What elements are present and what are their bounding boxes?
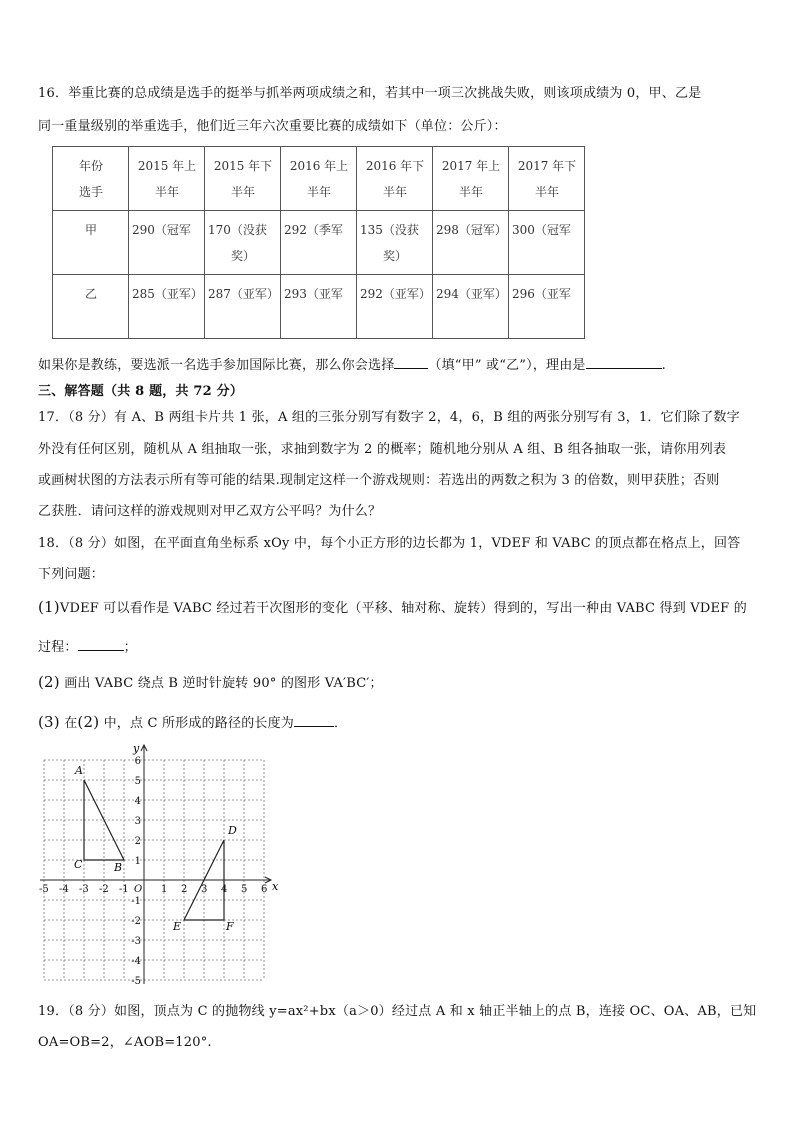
reason-blank[interactable] bbox=[586, 356, 662, 369]
origin-label: O bbox=[134, 884, 143, 895]
table-cell: 135（没获 奖） bbox=[357, 211, 433, 275]
table-cell: 290（冠军 bbox=[129, 211, 205, 275]
point-b-label: B bbox=[114, 861, 123, 874]
table-col-header: 2016 年下 半年 bbox=[357, 147, 433, 211]
q17-line4: 乙获胜．请问这样的游戏规则对甲乙双方公平吗？为什么？ bbox=[38, 504, 382, 519]
x-tick: -2 bbox=[99, 884, 109, 895]
table-corner bbox=[53, 147, 129, 211]
q16-answer-line: 如果你是教练，要选派一名选手参加国际比赛，那么你会选择 （填“甲” 或“乙”），理由是 . bbox=[38, 358, 666, 373]
y-tick: 4 bbox=[134, 796, 141, 807]
table-col-header: 2017 年上 半年 bbox=[433, 147, 509, 211]
table-cell: 298（冠军） bbox=[433, 211, 509, 275]
table-col-header: 2015 年下 半年 bbox=[205, 147, 281, 211]
y-tick: 5 bbox=[134, 776, 141, 787]
point-f-label: F bbox=[226, 920, 234, 933]
q18-part2: (2) 画出 VABC 绕点 B 逆时针旋转 90° 的图形 VA′BC′； bbox=[38, 673, 383, 691]
y-tick: -5 bbox=[131, 976, 141, 987]
table-cell: 300（冠军 bbox=[509, 211, 585, 275]
table-cell: 287（亚军） bbox=[205, 275, 281, 339]
q16-line2: 同一重量级别的举重选手，他们近三年六次重要比赛的成绩如下（单位：公斤）： bbox=[38, 119, 507, 134]
point-d-label: D bbox=[228, 824, 237, 837]
q17-line3: 或画树状图的方法表示所有等可能的结果.现制定这样一个游戏规则：若选出的两数之积为 3 的倍数，则甲获胜；否则 bbox=[38, 473, 720, 488]
x-tick: 3 bbox=[201, 884, 208, 895]
table-cell: 170（没获 奖） bbox=[205, 211, 281, 275]
y-axis-label: y bbox=[133, 742, 140, 755]
q18-part1: (1)VDEF 可以看作是 VABC 经过若干次图形的变化（平移、轴对称、旋转）得到的，写出一种由 VABC 得到 VDEF 的 bbox=[38, 598, 747, 616]
x-tick: 5 bbox=[241, 884, 248, 895]
corner-bottom: 选手 bbox=[78, 185, 103, 199]
coordinate-grid-figure bbox=[30, 740, 290, 988]
table-cell: 296（亚军 bbox=[509, 275, 585, 339]
q17-line1: 17．（8 分）有 A、B 两组卡片共 1 张，A 组的三张分别写有数字 2，4，6，B 组的两张分别写有 3，1．它们除了数字 bbox=[38, 410, 740, 425]
y-tick: -4 bbox=[131, 956, 141, 967]
x-tick: -5 bbox=[39, 884, 49, 895]
point-e-label: E bbox=[173, 920, 182, 933]
path-length-blank[interactable] bbox=[294, 714, 334, 727]
q17-line2: 外没有任何区别，随机从 A 组抽取一张，求抽到数字为 2 的概率；随机地分别从 A 组、B 组各抽取一张，请你用列表 bbox=[38, 442, 727, 457]
x-tick: -3 bbox=[79, 884, 89, 895]
table-header-row bbox=[53, 147, 585, 211]
table-row-yi bbox=[53, 275, 585, 339]
vertex-labels bbox=[74, 764, 237, 933]
point-c-label: C bbox=[74, 858, 83, 871]
x-tick: 4 bbox=[221, 884, 228, 895]
player-name: 乙 bbox=[53, 275, 129, 339]
q19-line1: 19．（8 分）如图，顶点为 C 的抛物线 y=ax²+bx（a＞0）经过点 A 和 x 轴正半轴上的点 B，连接 OC、OA、AB，已知 bbox=[38, 1004, 757, 1019]
y-tick: -1 bbox=[131, 896, 141, 907]
q16-line1: 16．举重比赛的总成绩是选手的挺举与抓举两项成绩之和，若其中一项三次挑战失败，则该项成绩为 0，甲、乙是 bbox=[38, 86, 702, 101]
answer-blank[interactable] bbox=[394, 356, 428, 369]
y-tick: -3 bbox=[131, 936, 141, 947]
table-col-header: 2015 年上 半年 bbox=[129, 147, 205, 211]
table-cell: 293（亚军 bbox=[281, 275, 357, 339]
x-tick: 2 bbox=[181, 884, 188, 895]
table-cell: 292（季军 bbox=[281, 211, 357, 275]
x-tick: -4 bbox=[59, 884, 69, 895]
x-tick: 1 bbox=[161, 884, 168, 895]
x-tick: 6 bbox=[261, 884, 268, 895]
player-name: 甲 bbox=[53, 211, 129, 275]
score-table bbox=[52, 146, 585, 339]
y-tick: 1 bbox=[134, 856, 141, 867]
table-col-header: 2016 年上 半年 bbox=[281, 147, 357, 211]
table-cell: 292（亚军） bbox=[357, 275, 433, 339]
x-axis-label: x bbox=[272, 880, 279, 893]
y-tick: 2 bbox=[134, 836, 141, 847]
y-tick-labels bbox=[131, 756, 141, 987]
process-blank[interactable] bbox=[78, 638, 124, 651]
section-heading: 三、解答题（共 8 题，共 72 分） bbox=[38, 384, 244, 399]
y-tick: 6 bbox=[134, 756, 141, 767]
q19-line2: OA=OB=2，∠AOB=120°. bbox=[38, 1035, 212, 1050]
q18-part1-line2: 过程： ； bbox=[38, 640, 137, 655]
y-tick: 3 bbox=[134, 816, 141, 827]
x-tick: -1 bbox=[119, 884, 129, 895]
table-col-header: 2017 年下 半年 bbox=[509, 147, 585, 211]
corner-top: 年份 bbox=[78, 159, 103, 173]
point-a-label: A bbox=[75, 764, 83, 777]
q18-line2: 下列问题： bbox=[38, 567, 105, 582]
table-row-jia bbox=[53, 211, 585, 275]
table-cell: 294（亚军） bbox=[433, 275, 509, 339]
table-cell: 285（亚军） bbox=[129, 275, 205, 339]
q18-part3: (3) 在(2) 中，点 C 所形成的路径的长度为 ． bbox=[38, 713, 348, 731]
q18-line1: 18．（8 分）如图，在平面直角坐标系 xOy 中，每个小正方形的边长都为 1，VDEF 和 VABC 的顶点都在格点上，回答 bbox=[38, 536, 741, 551]
x-tick-labels bbox=[39, 884, 267, 895]
y-tick: -2 bbox=[131, 916, 141, 927]
